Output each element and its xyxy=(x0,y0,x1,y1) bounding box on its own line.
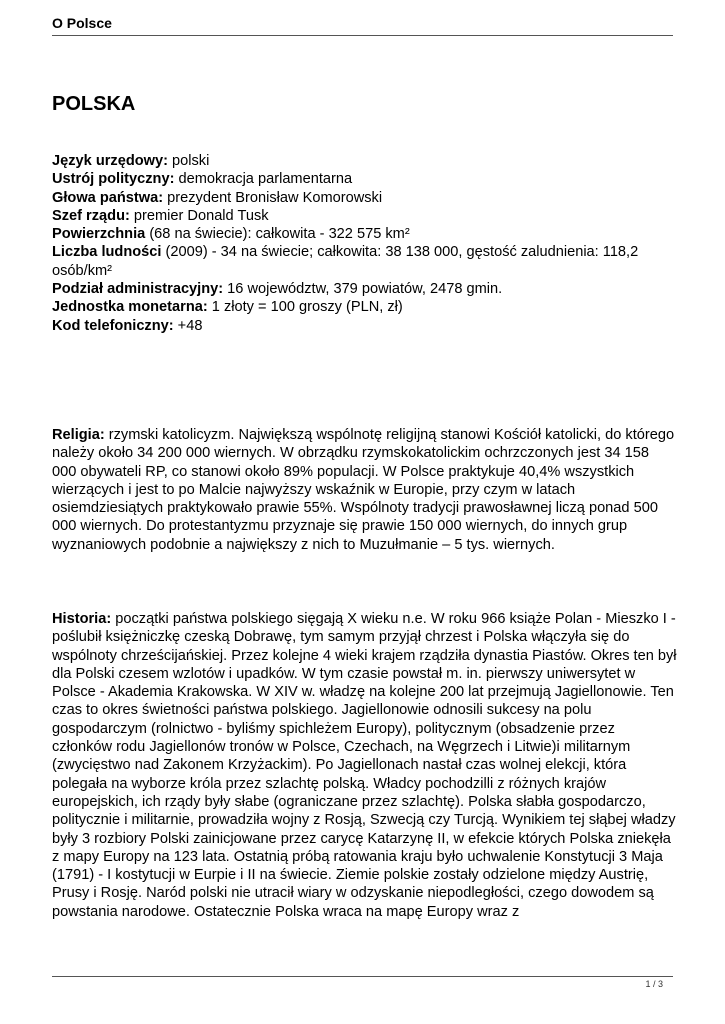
history-section xyxy=(52,610,677,921)
fact-value: prezydent Bronisław Komorowski xyxy=(163,189,383,206)
history-text: początki państwa polskiego sięgają X wieku n.e. W roku 966 książe Polan - Mieszko I - poślubił księżniczkę czeską Dobrawę, tym samym przyjął chrzest i Polska włączyła się do wspólnoty chrześcijańskiej. Przez kolejne 4 wieki krajem rządziła dynastia Piastów. Okres ten był dla Polski czesem wzlotów i upadków. W tym czasie powstał m. in. pierwszy uniwersytet w Polsce - Akademia Krakowska. W XIV w. władzę na kolejne 200 lat przejmują Jagiellonowie. Ten czas to okres świetności państwa polskiego. Jagiellonowie odnosili sukcesy na polu gospodarczym (rolnictwo - byliśmy spichleżem Europy), politycznym (obsadzenie przez członków rodu Jagiellonów tronów w Polsce, Czechach, na Węgrzech i Litwie)i militarnym (zwycięstwo nad Zakonem Krzyżackim). Po Jagiellonach nastał czas wolnej elekcji, która polegała na wyborze króla przez szlachtę polską. Władcy pochodzilli z różnych krajów europejskich, ich rządy były słabe (ograniczane przez szlachtę). Polska słabła gospodarczo, politycznie i militarnie, prowadziła wojny z Rosją, Szwecją czy Turcją. Wynikiem tej słąbej władzy były 3 rozbiory Polski zainicjowane przez carycę Katarzynę II, w efekcie których Polska zniekęła z mapy Europy na 123 lata. Ostatnią próbą ratowania kraju było uchwalenie Konstytucji 3 Maja (1791) - I kostytucji w Eurpie i II na świecie. Ziemie polskie zostały odzielone między Austrię, Prusy i Rosję. Naród polski nie utracił wiary w odzyskanie niepodległości, czego dowodem są powstania narodowe. Ostatecznie Polska wraca na mapę Europy wraz z xyxy=(52,611,677,920)
fact-currency xyxy=(52,298,677,316)
fact-political-system xyxy=(52,170,677,188)
fact-label: Szef rządu: xyxy=(52,207,130,224)
history-label: Historia: xyxy=(52,611,112,627)
fact-value: 16 województw, 379 powiatów, 2478 gmin. xyxy=(223,281,503,298)
fact-label: Kod telefoniczny: xyxy=(52,317,174,334)
religion-text: rzymski katolicyzm. Największą wspólnotę religijną stanowi Kościół katolicki, do którego należy około 34 200 000 wiernych. W obrządku rzymskokatolickim ochrzczonych jest 34 158 000 obywateli RP, co stanowi około 89% populacji. W Polsce praktykuje 40,4% wszystkich wierzących i jest to po Malcie najwyższy wskaźnik w Europie, przy czym w latach osiemdziesiątych praktykowało prawie 55%. Wspólnoty tradycji prawosławnej liczą ponad 500 000 wiernych. Do protestantyzmu przyznaje się prawie 150 000 wiernych, do innych grup wyznaniowych podobnie a największy z nich to Muzułmanie – 5 tys. wiernych. xyxy=(52,427,675,553)
fact-value: +48 xyxy=(173,317,203,334)
fact-label: Język urzędowy: xyxy=(52,153,168,169)
fact-label: Podział administracyjny: xyxy=(52,281,224,298)
fact-value: 1 złoty = 100 groszy (PLN, zł) xyxy=(207,299,403,316)
fact-calling-code xyxy=(52,317,677,335)
religion-paragraph xyxy=(52,426,677,554)
page-header-title: O Polsce xyxy=(52,15,112,31)
religion-section xyxy=(52,426,677,554)
fact-value: (2009) - 34 na świecie; całkowita: 38 138 000, gęstość zaludnienia: 118,2 osób/km² xyxy=(52,244,639,279)
fact-label: Jednostka monetarna: xyxy=(52,299,208,316)
fact-label: Powierzchnia xyxy=(52,226,146,243)
fact-label: Liczba ludności xyxy=(52,244,162,261)
fact-administrative-division xyxy=(52,280,677,298)
fact-label: Ustrój polityczny: xyxy=(52,171,175,188)
fact-value: (68 na świecie): całkowita - 322 575 km² xyxy=(145,226,410,243)
facts-list xyxy=(52,152,677,335)
fact-value: demokracja parlamentarna xyxy=(174,171,353,188)
fact-label: Głowa państwa: xyxy=(52,189,164,206)
header-divider xyxy=(52,35,673,36)
fact-head-of-state xyxy=(52,189,677,207)
fact-population xyxy=(52,243,677,280)
religion-label: Religia: xyxy=(52,427,105,443)
fact-value: premier Donald Tusk xyxy=(129,207,269,224)
fact-value: polski xyxy=(167,153,210,169)
history-paragraph xyxy=(52,610,677,921)
fact-head-of-government xyxy=(52,207,677,225)
fact-official-language xyxy=(52,152,677,170)
fact-area xyxy=(52,225,677,243)
document-title: POLSKA xyxy=(52,93,136,115)
page-number: 1 / 3 xyxy=(645,979,663,989)
footer-divider xyxy=(52,976,673,977)
